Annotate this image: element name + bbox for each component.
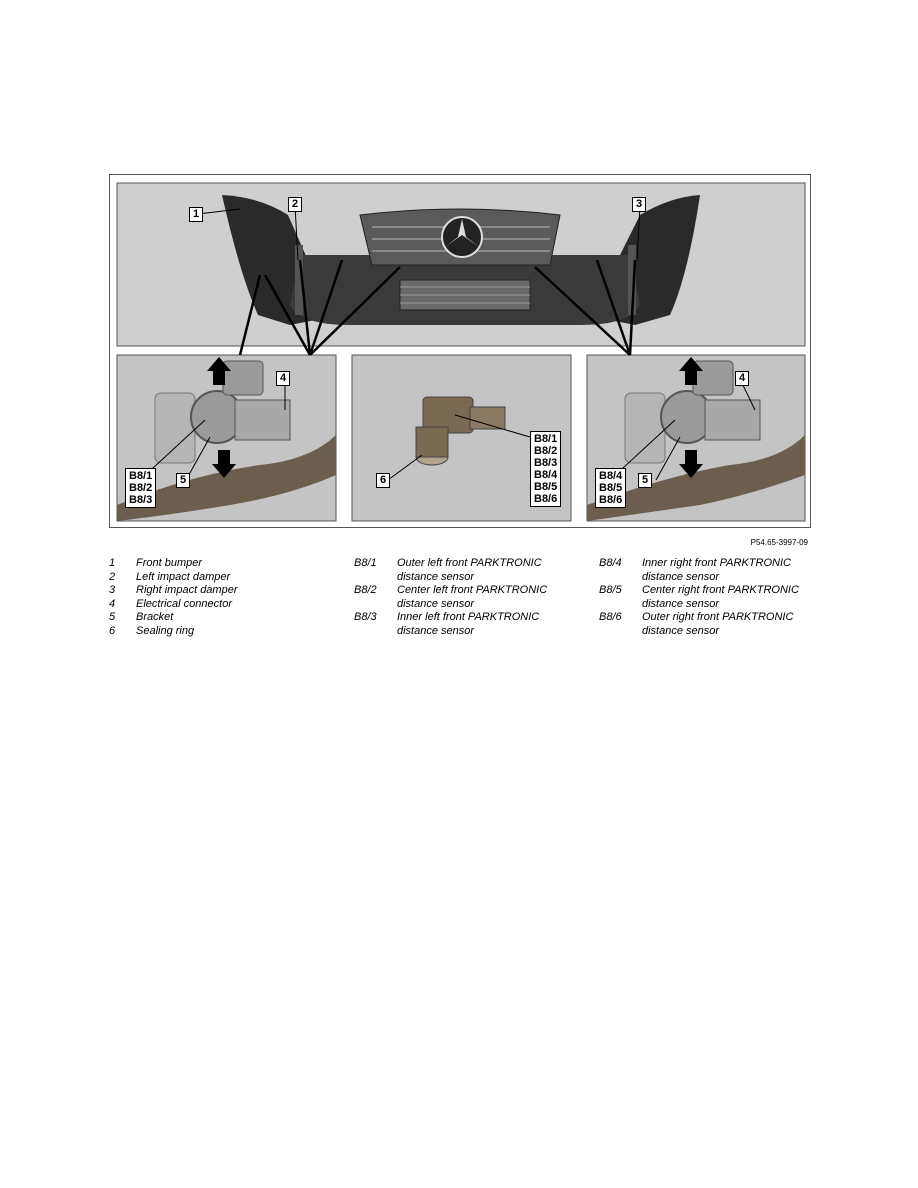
bumper-illustration	[110, 175, 812, 529]
sensor-label: B8/4	[534, 469, 558, 481]
sensor-label: B8/3	[534, 457, 558, 469]
sensor-labels-left	[125, 468, 156, 508]
legend-text: Right impact damper	[136, 584, 238, 596]
figure-frame	[109, 174, 811, 528]
legend-row	[599, 557, 819, 584]
sensor-label: B8/6	[599, 494, 623, 506]
legend-text: Bracket	[136, 611, 174, 623]
legend-text: Outer left front PARKTRONIC distance sensor	[397, 557, 542, 583]
legend-text: Left impact damper	[136, 570, 231, 583]
legend-key: 3	[109, 584, 116, 596]
callout-bracket-right: 5	[638, 473, 652, 488]
legend-text: Front bumper	[136, 557, 203, 569]
legend-text: Sealing ring	[136, 624, 195, 637]
legend-text: Electrical connector	[136, 597, 232, 610]
legend-key: B8/6	[599, 611, 622, 623]
legend-key: 6	[109, 624, 116, 637]
legend-row	[109, 557, 319, 571]
legend-column-3	[599, 557, 819, 638]
legend-text: Inner right front PARKTRONIC distance sensor	[642, 557, 791, 583]
sensor-label: B8/2	[129, 482, 153, 494]
legend-row	[354, 557, 574, 584]
legend-key: B8/1	[354, 557, 377, 569]
legend-text: Outer right front PARKTRONIC distance sensor	[642, 611, 794, 637]
callout-connector-left: 4	[276, 371, 290, 386]
legend-row	[354, 584, 574, 611]
sensor-label: B8/3	[129, 494, 153, 506]
legend-key: B8/5	[599, 584, 622, 596]
legend-key: 1	[109, 557, 116, 569]
legend-column-1	[109, 557, 319, 638]
callout-right-impact-damper: 3	[632, 197, 646, 212]
legend-text: Center right front PARKTRONIC distance sensor	[642, 584, 799, 610]
legend-key: 2	[109, 570, 116, 583]
sensor-labels-center	[530, 431, 561, 507]
legend-text: Center left front PARKTRONIC distance sensor	[397, 584, 548, 610]
sensor-label: B8/1	[534, 433, 558, 445]
legend-row	[109, 598, 319, 612]
legend-row	[109, 571, 319, 585]
legend-row	[599, 584, 819, 611]
sensor-label: B8/5	[599, 482, 623, 494]
callout-left-impact-damper: 2	[288, 197, 302, 212]
legend-row	[109, 584, 319, 598]
sensor-label: B8/1	[129, 470, 153, 482]
callout-front-bumper: 1	[189, 207, 203, 222]
legend-row	[354, 611, 574, 638]
legend-key: B8/4	[599, 557, 622, 569]
callout-connector-right: 4	[735, 371, 749, 386]
legend-text: Inner left front PARKTRONIC distance sensor	[397, 611, 540, 637]
callout-sealing-ring: 6	[376, 473, 390, 488]
legend-row	[599, 611, 819, 638]
legend-key: 4	[109, 597, 116, 610]
figure-id: P54.65-3997-09	[750, 538, 808, 547]
sensor-labels-right	[595, 468, 626, 508]
legend-row	[109, 611, 319, 625]
legend-key: B8/2	[354, 584, 377, 596]
sensor-label: B8/5	[534, 481, 558, 493]
sensor-label: B8/4	[599, 470, 623, 482]
sensor-label: B8/6	[534, 493, 558, 505]
legend-key: 5	[109, 611, 116, 623]
callout-bracket-left: 5	[176, 473, 190, 488]
legend-column-2	[354, 557, 574, 638]
legend-key: B8/3	[354, 611, 377, 623]
sensor-label: B8/2	[534, 445, 558, 457]
legend-row	[109, 625, 319, 639]
